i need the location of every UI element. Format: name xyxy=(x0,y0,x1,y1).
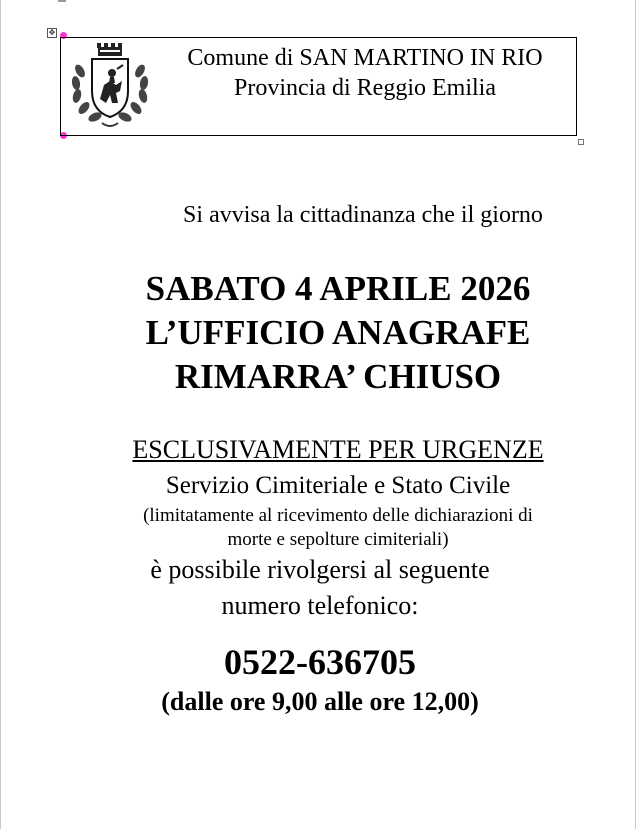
page-left-edge xyxy=(0,0,1,829)
municipality-name: Comune di SAN MARTINO IN RIO xyxy=(187,45,543,71)
text-cursor-mark xyxy=(58,0,66,2)
contact-line-2: numero telefonico: xyxy=(221,591,419,620)
urgent-label: ESCLUSIVAMENTE PER URGENZE xyxy=(132,435,544,464)
contact-line-1: è possibile rivolgersi al seguente xyxy=(150,555,490,584)
municipality-header xyxy=(155,43,575,103)
service-note-line-2: morte e sepolture cimiteriali) xyxy=(227,529,449,550)
headline-closed: RIMARRA’ CHIUSO xyxy=(174,357,502,396)
headline-office: L’UFFICIO ANAGRAFE xyxy=(145,313,531,352)
municipal-crest-icon xyxy=(66,41,154,131)
office-hours: (dalle ore 9,00 alle ore 12,00) xyxy=(161,687,479,716)
province-name: Provincia di Reggio Emilia xyxy=(234,75,496,101)
service-name: Servizio Cimiteriale e Stato Civile xyxy=(165,472,511,499)
headline-date: SABATO 4 APRILE 2026 xyxy=(145,269,531,308)
textbox-resize-handle[interactable] xyxy=(578,139,584,145)
textbox-move-handle-icon[interactable]: ✥ xyxy=(48,28,56,37)
notice-intro: Si avvisa la cittadinanza che il giorno xyxy=(183,202,543,228)
service-note-line-1: (limitatamente al ricevimento delle dichiarazioni di xyxy=(143,505,533,526)
phone-number: 0522-636705 xyxy=(224,642,416,682)
